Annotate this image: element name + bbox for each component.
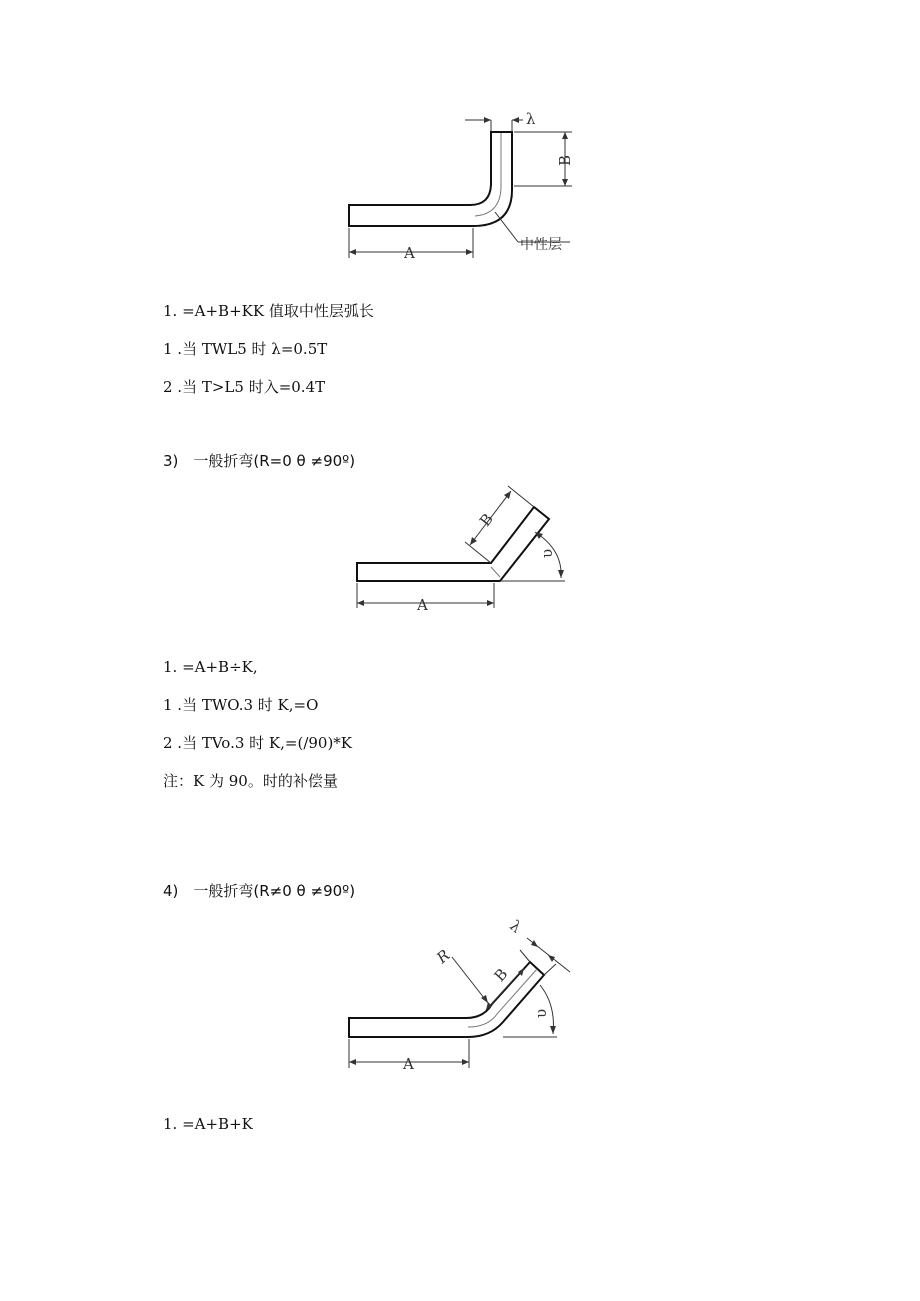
lambda-label: λ — [526, 110, 536, 128]
section-heading-4: 4) 一般折弯(R≠0 θ ≠90º) — [163, 882, 356, 900]
formula-line: 1. =A+B+K — [163, 1115, 253, 1133]
b-label: B — [556, 154, 574, 166]
b-label: B — [475, 510, 497, 530]
formula-line: 1. =A+B+KK 值取中性层弧长 — [163, 302, 374, 320]
section-heading-3: 3) 一般折弯(R=0 θ ≠90º) — [163, 452, 356, 470]
formula-line: 1. =A+B÷K, — [163, 658, 258, 676]
theta-label: υ — [532, 1008, 550, 1018]
theta-label: υ — [538, 548, 556, 558]
r-label: R — [433, 945, 454, 968]
neutral-layer-label: 中性层 — [520, 237, 562, 253]
note-line: 注：K 为 90。时的补偿量 — [163, 772, 338, 790]
bent-plate-outline — [349, 962, 544, 1037]
a-label: A — [417, 596, 428, 614]
b-label: B — [490, 964, 512, 986]
a-label: A — [403, 1055, 414, 1073]
condition-line-2: 2 .当 T>L5 时入=0.4T — [163, 378, 326, 396]
condition-line-1: 1 .当 TWL5 时 λ=0.5T — [163, 340, 328, 358]
lambda-label: λ — [506, 916, 526, 937]
a-label: A — [404, 244, 415, 262]
condition-line-1: 1 .当 TWO.3 时 K,=O — [163, 696, 319, 714]
condition-line-2: 2 .当 TVo.3 时 K,=(/90)*K — [163, 734, 353, 752]
